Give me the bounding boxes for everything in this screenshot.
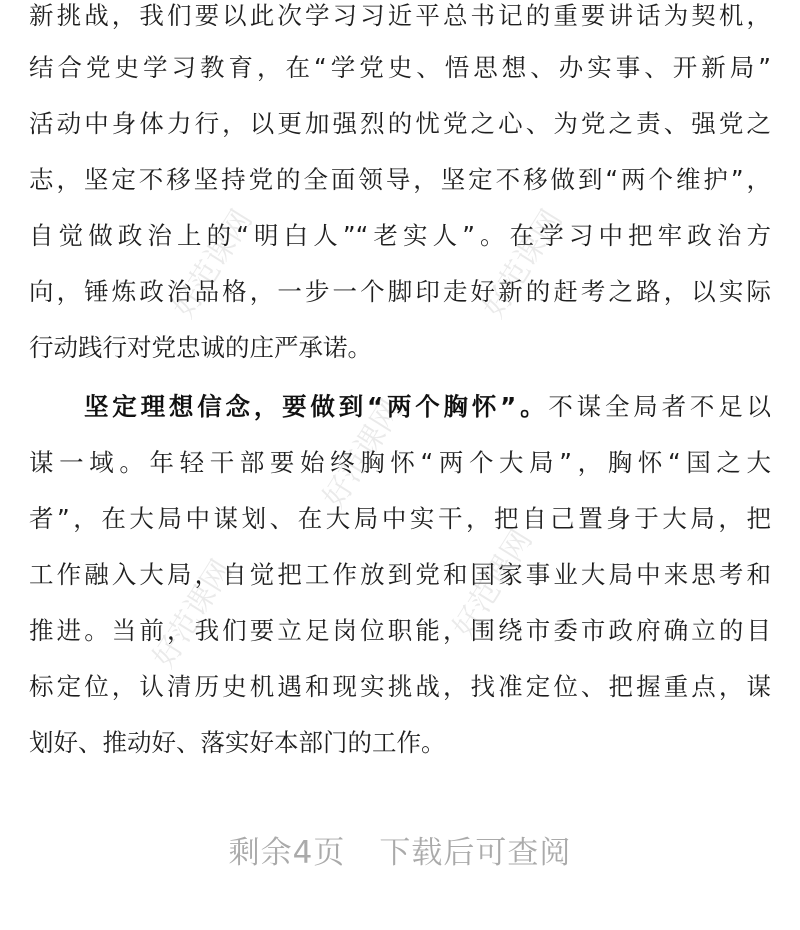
paragraph-line: 自觉做政治上的“明白人”“老实人”。在学习中把牢政治方	[29, 221, 771, 250]
paragraph-line: 活动中身体力行，以更加强烈的忧党之心、为党之责、强党之	[29, 109, 771, 138]
paragraph-line: 志，坚定不移坚持党的全面领导，坚定不移做到“两个维护”，	[29, 165, 771, 194]
paragraph-line: 者”，在大局中谋划、在大局中实干，把自己置身于大局，把	[29, 504, 771, 533]
paragraph-line: 向，锤炼政治品格，一步一个脚印走好新的赶考之路，以实际	[29, 277, 771, 306]
download-prompt[interactable]	[0, 828, 800, 878]
paragraph-first-line	[84, 387, 771, 427]
watermark: 好范课网	[316, 393, 410, 515]
paragraph-line: 推进。当前，我们要立足岗位职能，围绕市委市政府确立的目	[29, 616, 771, 645]
watermark: 好范课网	[166, 203, 260, 325]
download-to-view-label: 下载后可查阅	[379, 835, 572, 871]
paragraph-line: 新挑战，我们要以此次学习习近平总书记的重要讲话为契机，	[29, 1, 771, 30]
watermark: 好范课网	[446, 523, 540, 645]
watermark: 好范课网	[146, 553, 240, 675]
paragraph-heading: 坚定理想信念，要做到“两个胸怀”。	[84, 392, 549, 421]
paragraph-text: 不谋全局者不足以	[548, 392, 772, 421]
paragraph-line: 行动践行对党忠诚的庄严承诺。	[29, 333, 372, 362]
remaining-pages-label: 剩余4页	[228, 835, 346, 871]
paragraph-line: 划好、推动好、落实好本部门的工作。	[29, 728, 446, 757]
paragraph-line: 标定位，认清历史机遇和现实挑战，找准定位、把握重点，谋	[29, 672, 771, 701]
watermark: 好范课网	[476, 203, 570, 325]
paragraph-line: 结合党史学习教育，在“学党史、悟思想、办实事、开新局”	[29, 53, 771, 82]
paragraph-line: 谋一域。年轻干部要始终胸怀“两个大局”，胸怀“国之大	[29, 448, 771, 477]
paragraph-line: 工作融入大局，自觉把工作放到党和国家事业大局中来思考和	[29, 560, 771, 589]
